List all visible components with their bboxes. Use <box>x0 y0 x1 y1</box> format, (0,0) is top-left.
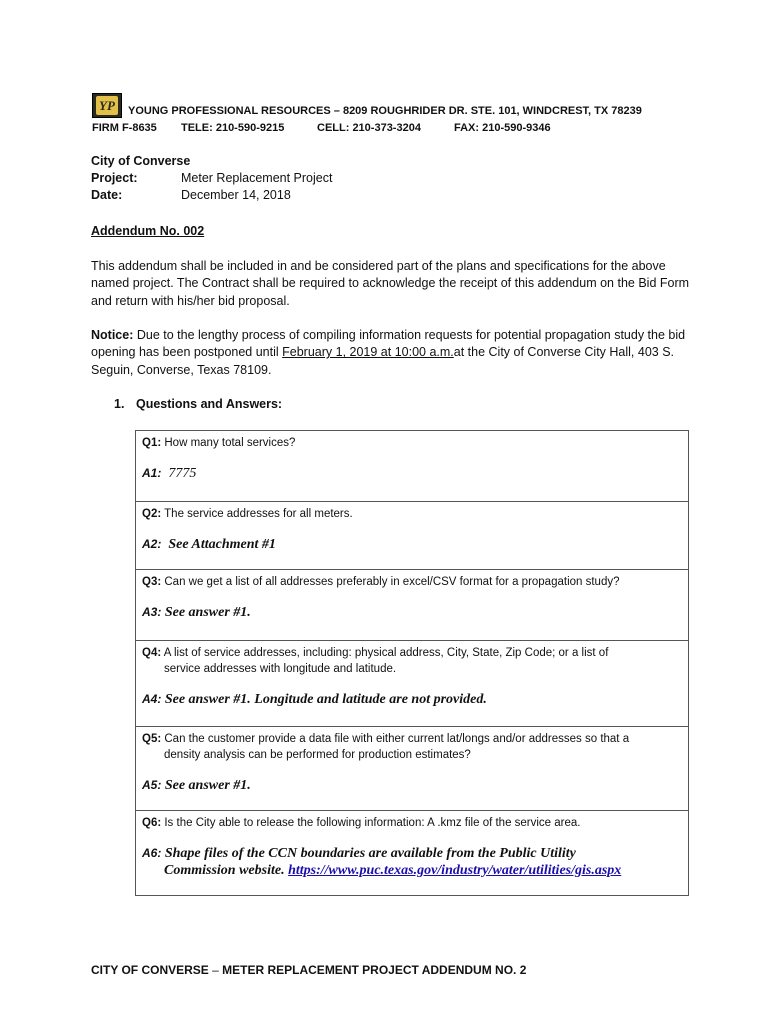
question <box>142 506 688 522</box>
question-label: Q6: <box>142 817 162 829</box>
firm-number: FIRM F-8635 <box>92 122 157 134</box>
question-text-continued: density analysis can be performed for production estimates? <box>164 749 471 761</box>
question-text: A list of service addresses, including: physical address, City, State, Zip Code; or a list of <box>161 647 609 659</box>
answer-text-continued <box>142 862 688 879</box>
question-label: Q3: <box>142 576 162 588</box>
notice-paragraph <box>91 327 691 379</box>
question <box>142 815 688 831</box>
answer-text: See answer #1. Longitude and latitude are not provided. <box>164 692 487 707</box>
answer-label: A5: <box>142 778 162 792</box>
telephone: TELE: 210-590-9215 <box>181 122 285 134</box>
qa-row <box>136 501 688 569</box>
qa-table <box>135 430 689 896</box>
question-text: Can the customer provide a data file with either current lat/longs and/or addresses so that a <box>161 733 630 745</box>
section-title: Questions and Answers: <box>136 397 283 411</box>
footer-title: METER REPLACEMENT PROJECT ADDENDUM NO. 2 <box>222 963 527 977</box>
answer <box>142 691 688 708</box>
qa-row <box>136 569 688 640</box>
puc-gis-link[interactable]: https://www.puc.texas.gov/industry/water/utilities/gis.aspx <box>288 863 622 878</box>
answer <box>142 536 688 553</box>
answer-label: A2: <box>142 537 162 551</box>
answer-label: A4: <box>142 692 162 706</box>
question-text: Can we get a list of all addresses preferably in excel/CSV format for a propagation study? <box>161 576 620 588</box>
notice-text: Due to the lengthy process of compiling information requests for potential propagation study the bid opening has been postponed until <box>91 328 686 360</box>
addendum-title: Addendum No. 002 <box>91 224 205 238</box>
answer <box>142 465 688 482</box>
question-label: Q1: <box>142 437 162 449</box>
fax: FAX: 210-590-9346 <box>454 122 551 134</box>
qa-row <box>136 726 688 810</box>
page-footer <box>91 963 526 977</box>
question-label: Q4: <box>142 647 162 659</box>
company-address: YOUNG PROFESSIONAL RESOURCES – 8209 ROUGHRIDER DR. STE. 101, WINDCREST, TX 78239 <box>128 105 642 117</box>
intro-paragraph: This addendum shall be included in and be considered part of the plans and specifications for the above named project. The Contract shall be required to acknowledge the receipt of this addendum on the Bid Form and return with his/her bid proposal. <box>91 259 690 308</box>
answer-label: A6: <box>142 846 162 860</box>
answer-text-line2: Commission website. <box>164 863 289 878</box>
city-name: City of Converse <box>91 154 191 168</box>
company-logo: YP <box>92 93 122 118</box>
notice-label: Notice: <box>91 328 134 342</box>
question <box>142 645 688 677</box>
question <box>142 731 688 763</box>
footer-dash: – <box>208 963 223 977</box>
qa-row <box>136 431 688 501</box>
question <box>142 435 688 451</box>
date-label: Date: <box>91 188 123 202</box>
answer-text: Shape files of the CCN boundaries are available from the Public Utility <box>164 846 576 861</box>
question-label: Q2: <box>142 508 162 520</box>
footer-city: CITY OF CONVERSE <box>91 963 209 977</box>
cell-phone: CELL: 210-373-3204 <box>317 122 421 134</box>
question-text: The service addresses for all meters. <box>161 508 353 520</box>
answer-label: A3: <box>142 605 162 619</box>
answer <box>142 604 688 621</box>
question <box>142 574 688 590</box>
project-header <box>91 153 332 204</box>
answer-text: See answer #1. <box>164 778 251 793</box>
answer-text: See Attachment #1 <box>168 537 276 552</box>
question-text-continued: service addresses with longitude and latitude. <box>164 663 397 675</box>
answer <box>142 777 688 794</box>
section-number: 1. <box>114 397 125 411</box>
notice-location: at the City of Converse City Hall, 403 S. Seguin, Converse, Texas 78109. <box>91 345 675 377</box>
date-value: December 14, 2018 <box>181 188 291 202</box>
answer <box>142 845 688 879</box>
question-text: How many total services? <box>161 437 296 449</box>
answer-label: A1: <box>142 466 162 480</box>
question-text: Is the City able to release the following information: A .kmz file of the service area. <box>161 817 581 829</box>
answer-text: See answer #1. <box>164 605 251 620</box>
project-label: Project: <box>91 171 138 185</box>
project-value: Meter Replacement Project <box>181 171 333 185</box>
qa-row <box>136 810 688 895</box>
answer-text: 7775 <box>168 466 197 481</box>
bid-opening-date: February 1, 2019 at 10:00 a.m. <box>282 345 454 360</box>
qa-row <box>136 640 688 726</box>
question-label: Q5: <box>142 733 162 745</box>
section-heading <box>114 397 282 411</box>
